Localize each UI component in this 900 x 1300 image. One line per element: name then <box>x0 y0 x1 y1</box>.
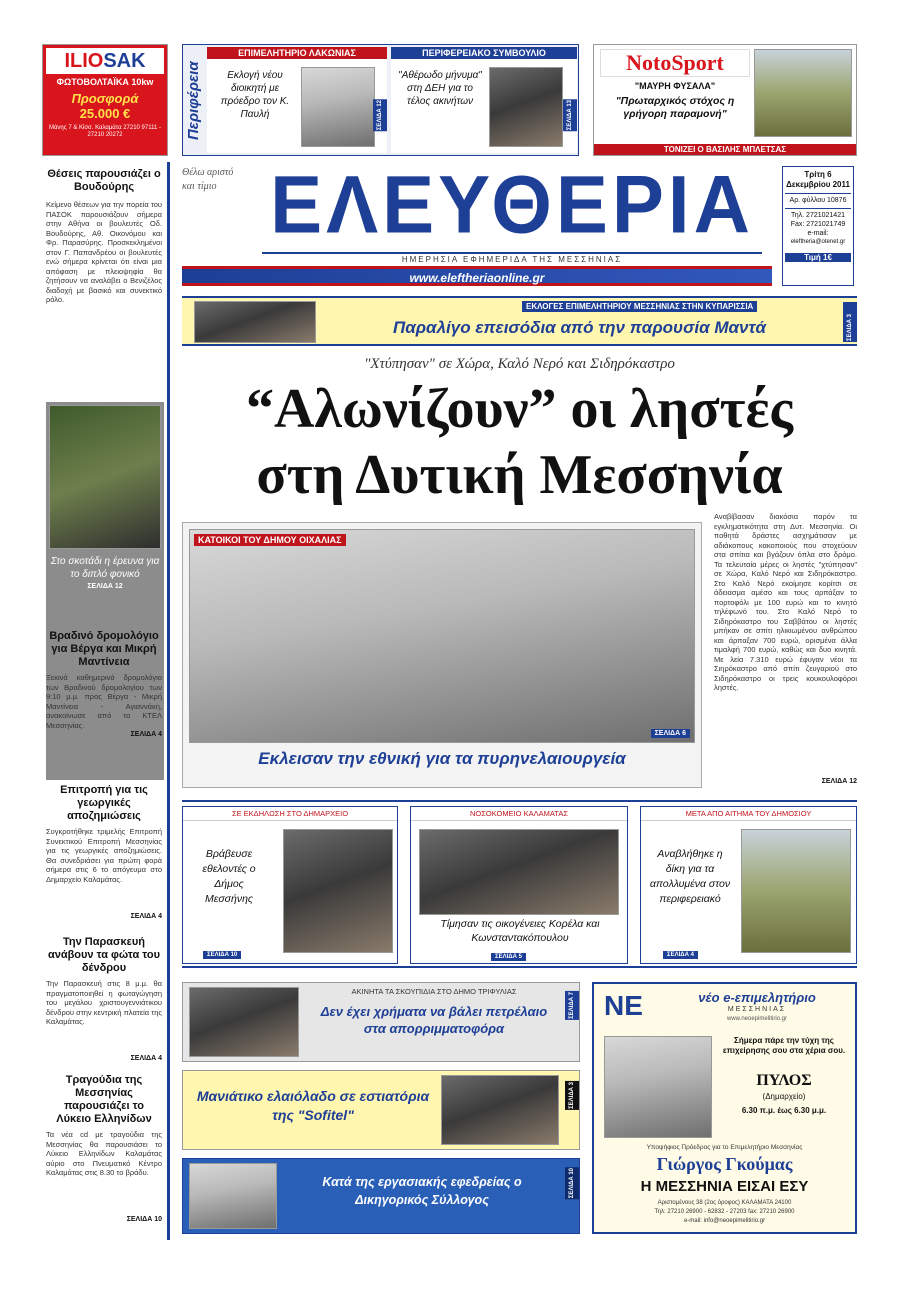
bottom-story-dikigoroi[interactable] <box>182 1158 580 1234</box>
left-column <box>42 162 170 1240</box>
lead-headline-line1[interactable]: “Αλωνίζουν” οι ληστές <box>245 378 794 440</box>
teaser2-tag: ΠΕΡΙΦΕΡΕΙΑΚΟ ΣΥΜΒΟΥΛΙΟ <box>391 47 577 59</box>
campaign-slogan: Η ΜΕΣΣΗΝΙΑ ΕΙΣΑΙ ΕΣΥ <box>640 1178 809 1195</box>
campaign-role: Υποψήφιος Πρόεδρος για το Επιμελητήριο Μεσσηνίας <box>646 1144 803 1151</box>
campaign-name: Γιώργος Γκούμας <box>656 1154 793 1174</box>
masthead-email[interactable]: eleftheria@otenet.gr <box>790 239 846 245</box>
notosport-footer: ΤΟΝΙΖΕΙ Ο ΒΑΣΙΛΗΣ ΜΠΛΕΤΣΑΣ <box>594 144 856 155</box>
masthead-info <box>782 166 854 286</box>
row-box-diki[interactable] <box>640 806 857 964</box>
bottom-story2-photo <box>441 1075 559 1145</box>
lead-photo-tag: ΚΑΤΟΙΚΟΙ ΤΟΥ ΔΗΜΟΥ ΟΙΧΑΛΙΑΣ <box>194 534 346 546</box>
row-box2-page: ΣΕΛΙΔΑ 5 <box>491 953 526 961</box>
bottom-story-skoupidia[interactable] <box>182 982 580 1062</box>
left-story-voudouris[interactable] <box>46 168 162 380</box>
iliosak-line1: ΦΩΤΟΒΟΛΤΑΪΚΑ 10kw <box>56 77 154 87</box>
masthead-phone1: Τηλ. 2721021421 <box>785 208 851 220</box>
campaign-address: Αριστομένους 38 (2ος όροφος) ΚΑΛΑΜΑΤΑ 24100 <box>657 1200 792 1206</box>
row-box1-photo <box>283 829 393 953</box>
banner-photo <box>194 301 316 343</box>
notosport-text: "Πρωταρχικός στόχος η γρήγορη παραμονή" <box>615 95 735 120</box>
campaign-ad[interactable] <box>592 982 857 1234</box>
left-story2-caption: Στο σκοτάδι η έρευνα για το διπλό φονικό <box>50 556 160 580</box>
masthead <box>182 157 857 292</box>
masthead-tagline: Θέλω αριστό και τίμιο <box>182 167 234 192</box>
periferia-label: Περιφέρεια <box>185 61 202 141</box>
teaser2-text: "Αθέρωδο μήνυμα" στη ΔΕΗ για το τέλος ακινήτων <box>398 70 482 107</box>
left-story6-page: ΣΕΛΙΔΑ 10 <box>126 1216 162 1223</box>
teaser1-text: Εκλογή νέου διοικητή με πρόεδρο τον Κ. Παυλή <box>220 70 290 120</box>
campaign-photo <box>604 1036 712 1138</box>
left-story-dromologio[interactable] <box>46 630 162 738</box>
notosport-brand: NotoSport <box>600 49 750 77</box>
left-story-lykeio[interactable] <box>46 1074 162 1223</box>
notosport-subhead: "ΜΑΥΡΗ ΦΥΣΑΛΑ" <box>634 81 716 91</box>
left-story6-body: Τα νέα cd με τραγούδια της Μεσσηνίας θα παρουσιάσει το Λύκειο Ελληνίδων Καλαμάτας αύριο στο Πνευματικό Κέντρο Καλαμάτας στις 8.30 το βράδυ. <box>46 1130 162 1177</box>
teaser1-page: ΣΕΛΙΔΑ 12 <box>373 99 387 131</box>
iliosak-brand-b: SAK <box>103 50 146 72</box>
campaign-url[interactable]: www.neoepimelitirio.gr <box>726 1016 788 1022</box>
banner-page: ΣΕΛΙΔΑ 3 <box>843 302 857 342</box>
left-story4-body: Συγκροτήθηκε τριμελής Επιτροπή Συνεκτικού Επιτροπή Μεσσηνίας για τις γεωργικές αποζημιώσεις. Θα συνεδριάσει για πρώτη φορά σήμερα στις 6 το απόγευμα στο Δημαρχείο Καλαμάτας. <box>46 827 162 884</box>
teaser1-tag: ΕΠΙΜΕΛΗΤΗΡΙΟ ΛΑΚΩΝΙΑΣ <box>207 47 387 59</box>
lead-headline-line2[interactable]: στη Δυτική Μεσσηνία <box>256 444 783 506</box>
left-story5-body: Την Παρασκευή στις 8 μ.μ. θα πραγματοποιηθεί η φωταγώγηση του μεγάλου χριστουγεννιάτικου δένδρου στην κεντρική πλατεία της Καλαμάτας. <box>46 979 162 1026</box>
notosport-photo <box>754 49 852 137</box>
lead-article[interactable] <box>714 512 857 792</box>
row-box1-text: Βράβευσε εθελοντές ο Δήμος Μεσσήνης <box>202 848 256 905</box>
left-story3-page: ΣΕΛΙΔΑ 4 <box>130 731 162 738</box>
left-story4-page: ΣΕΛΙΔΑ 4 <box>130 913 162 920</box>
left-story6-title: Τραγούδια της Μεσσηνίας παρουσιάζει το Λύκειο Ελληνίδων <box>56 1074 152 1125</box>
row-boxes <box>182 800 857 968</box>
iliosak-brand-a: ILIO <box>64 50 104 72</box>
left-story1-title: Θέσεις παρουσιάζει ο Βουδούρης <box>47 168 161 193</box>
teaser2-page: ΣΕΛΙΔΑ 13 <box>563 99 577 131</box>
masthead-issue: Αρ. φύλλου 10876 <box>785 193 851 205</box>
lead-body: Αναβίβασαν διακόσια παρόν τα εγκληματικότητα στη Δυτ. Μεσσηνία. Οι ποθητά δράστες ασχημάτισαν με αδιάκοπους κακοποιούς που στοχεύουν στα σπίτια και βγάζουν όπλα στο δρόμο. Τα τελευταία μέρες οι ληστές "χτύπησαν" σε Χώρα, Καλό Νερό και Σιδηρόκαστρο. Στο Καλό Νερό εκοίμησε κορίτσι σε άδειασμα αμέσο και τους αρπάξαν το πορτοφόλι με 100 ευρώ και το κινητό τηλέφωνό του. Στο Καλό Νερό το Σιδηρόκαστρο του Σαββάτου οι ληστές μπήκαν σε σπίτι ηλικιωμένου ανθρώπου και άρπαξαν 700 ευρώ, ορισμένα άλλα τιμαλφή 700 ευρώ, καθώς και δυο κινητά. Με λεία 7.310 ευρώ έφυγαν νέοι τα Σιηρόκαστρο από σπίτι ζευγαριού στο Σιδηρόκαστρο οι τρεις κουκουλοφόροι ληστές. <box>714 512 857 692</box>
bottom-story3-text: Κατά της εργασιακής εφεδρείας ο Δικηγορικός Σύλλογος <box>322 1175 522 1207</box>
row-box3-photo <box>741 829 851 953</box>
lead-photo-caption: Εκλεισαν την εθνική για τα πυρηνελαιουργεία <box>258 749 626 768</box>
bottom-story1-text: Δεν έχει χρήματα να βάλει πετρέλαιο στα απορριμματοφόρα <box>320 1004 548 1036</box>
lead-page: ΣΕΛΙΔΑ 12 <box>821 778 857 785</box>
campaign-city: ΠΥΛΟΣ <box>756 1072 812 1089</box>
row-box2-photo <box>419 829 619 915</box>
left-story2-page: ΣΕΛΙΔΑ 12 <box>87 583 123 590</box>
iliosak-address: Μάνης 7 & Κίσσ. Καλαμάτα 27210 97111 - 27210 20272 <box>48 125 162 138</box>
row-box2-text: Τίμησαν τις οικογένειες Κορέλα και Κωνσταντακόπουλου <box>440 918 600 944</box>
periferia-section <box>182 44 579 156</box>
lead-photo-page: ΣΕΛΙΔΑ 6 <box>651 729 690 738</box>
bottom-story2-text: Μανιάτικο ελαιόλαδο σε εστιατόρια της "Sofitel" <box>196 1088 430 1123</box>
banner-headline: Παραλίγο επεισόδια από την παρουσία Μαντά <box>393 318 766 337</box>
row-box2-tag: ΝΟΣΟΚΟΜΕΙΟ ΚΑΛΑΜΑΤΑΣ <box>411 807 627 821</box>
teaser-epimelitirio[interactable] <box>207 47 387 153</box>
bottom-story1-photo <box>189 987 299 1057</box>
campaign-subtitle: ΜΕΣΣΗΝΙΑΣ <box>727 1006 787 1013</box>
bottom-story3-page: ΣΕΛΙΔΑ 10 <box>565 1167 579 1199</box>
campaign-title: νέο e-επιμελητήριο <box>698 990 816 1005</box>
campaign-logo: ΝΕ <box>604 990 643 1021</box>
row-box3-tag: ΜΕΤΑ ΑΠΟ ΑΙΤΗΜΑ ΤΟΥ ΔΗΜΟΣΙΟΥ <box>641 807 856 821</box>
banner-story[interactable] <box>182 296 857 346</box>
bottom-story1-page: ΣΕΛΙΔΑ 7 <box>565 991 579 1020</box>
left-story2-photo <box>49 405 161 549</box>
left-story5-title: Την Παρασκευή ανάβουν τα φώτα του δένδρου <box>47 936 161 974</box>
left-story1-body: Κείμενο θέσεων για την πορεία του ΠΑΣΟΚ παρουσιάζουν σήμερα στην Αθήνα οι βουλευτές Οδ. Βουδούρης, Αθ. Οικονόμου και Φρ. Παρασύρης. Προσκεκλημένοι στον Γ. Παπανδρέου οι βουλευτές ενώ σήμερα κρίνεται ότι είναι μια απόφαση με πλειοψηφία θα ζητήσουν να αναλάβει ο Βενιζέλος διαδοχή με βασικό και συνεκτικό ρόλο. <box>46 200 162 304</box>
bottom-story3-photo <box>189 1163 277 1229</box>
lead-photo <box>189 529 695 743</box>
masthead-subtitle: ΗΜΕΡΗΣΙΑ ΕΦΗΜΕΡΙΔΑ ΤΗΣ ΜΕΣΣΗΝΙΑΣ <box>262 252 762 264</box>
left-story5-page: ΣΕΛΙΔΑ 4 <box>130 1055 162 1062</box>
masthead-price: Τιμή 1€ <box>785 253 851 262</box>
left-story3-body: Ξεκινά καθημερινό δρομολόγιο των Βραδινού δρομολογίου των 9:10 μ.μ. προς Βέργα - Μικρή Μαντίνεια - Αγιαννάκη, ανακοίνωσε από το ΚΤΕΛ Μεσσηνίας. <box>46 673 162 730</box>
bottom-story-sofitel[interactable] <box>182 1070 580 1150</box>
campaign-email[interactable]: e-mail: info@neoepimelitirio.gr <box>683 1218 766 1224</box>
lead-photo-box[interactable] <box>182 522 702 788</box>
campaign-contacts: Τηλ: 27210 26900 - 62832 - 27203 fax: 27210 26900 <box>654 1209 795 1215</box>
teaser2-photo <box>489 67 563 147</box>
left-story-epitropi[interactable] <box>46 784 162 920</box>
lead-kicker: "Χτύπησαν" σε Χώρα, Καλό Νερό και Σιδηρόκαστρο <box>364 356 675 372</box>
masthead-phone2: Fax: 2721021749 <box>790 221 846 228</box>
campaign-venue: (Δημαρχείο) <box>762 1092 806 1101</box>
teaser-perifereiako[interactable] <box>391 47 577 153</box>
bottom-story2-page: ΣΕΛΙΔΑ 3 <box>565 1081 579 1110</box>
row-box1-tag: ΣΕ ΕΚΔΗΛΩΣΗ ΣΤΟ ΔΗΜΑΡΧΕΙΟ <box>183 807 397 821</box>
row-box3-page: ΣΕΛΙΔΑ 4 <box>663 951 698 959</box>
row-box3-text: Αναβλήθηκε η δίκη για τα απολλυμένα στον περιφερειακό <box>649 848 731 905</box>
campaign-time: 6.30 π.μ. έως 6.30 μ.μ. <box>741 1106 827 1115</box>
masthead-date: Τρίτη 6 Δεκεμβρίου 2011 <box>786 170 850 189</box>
iliosak-ad[interactable] <box>42 44 168 156</box>
masthead-url-bar[interactable] <box>182 266 772 286</box>
row-box-nosokomeio[interactable] <box>410 806 628 964</box>
left-story-dendro[interactable] <box>46 936 162 1062</box>
masthead-email-label: e-mail: <box>807 230 829 237</box>
masthead-url[interactable]: www.eleftheriaonline.gr <box>409 271 545 285</box>
masthead-title: ΕΛΕΥΘΕΡΙΑ <box>270 157 754 251</box>
left-story3-title: Βραδινό δρομολόγιο για Βέργα και Μικρή Μαντίνεια <box>49 630 159 668</box>
teaser1-photo <box>301 67 375 147</box>
iliosak-line2: Προσφορά <box>71 91 139 106</box>
notosport-teaser[interactable] <box>593 44 857 156</box>
row-box1-page: ΣΕΛΙΔΑ 10 <box>203 951 241 959</box>
row-box-dimarxeio[interactable] <box>182 806 398 964</box>
banner-tag: ΕΚΛΟΓΕΣ ΕΠΙΜΕΛΗΤΗΡΙΟΥ ΜΕΣΣΗΝΙΑΣ ΣΤΗΝ ΚΥΠΑΡΙΣΣΙΑ <box>522 301 757 312</box>
iliosak-price: 25.000 € <box>79 106 131 121</box>
bottom-story1-tag: ΑΚΙΝΗΤΑ ΤΑ ΣΚΟΥΠΙΔΙΑ ΣΤΟ ΔΗΜΟ ΤΡΙΦΥΛΙΑΣ <box>351 987 517 996</box>
left-story4-title: Επιτροπή για τις γεωργικές αποζημιώσεις <box>60 784 148 822</box>
campaign-intro: Σήμερα πάρε την τύχη της επιχείρησης σου στα χέρια σου. <box>722 1036 846 1055</box>
